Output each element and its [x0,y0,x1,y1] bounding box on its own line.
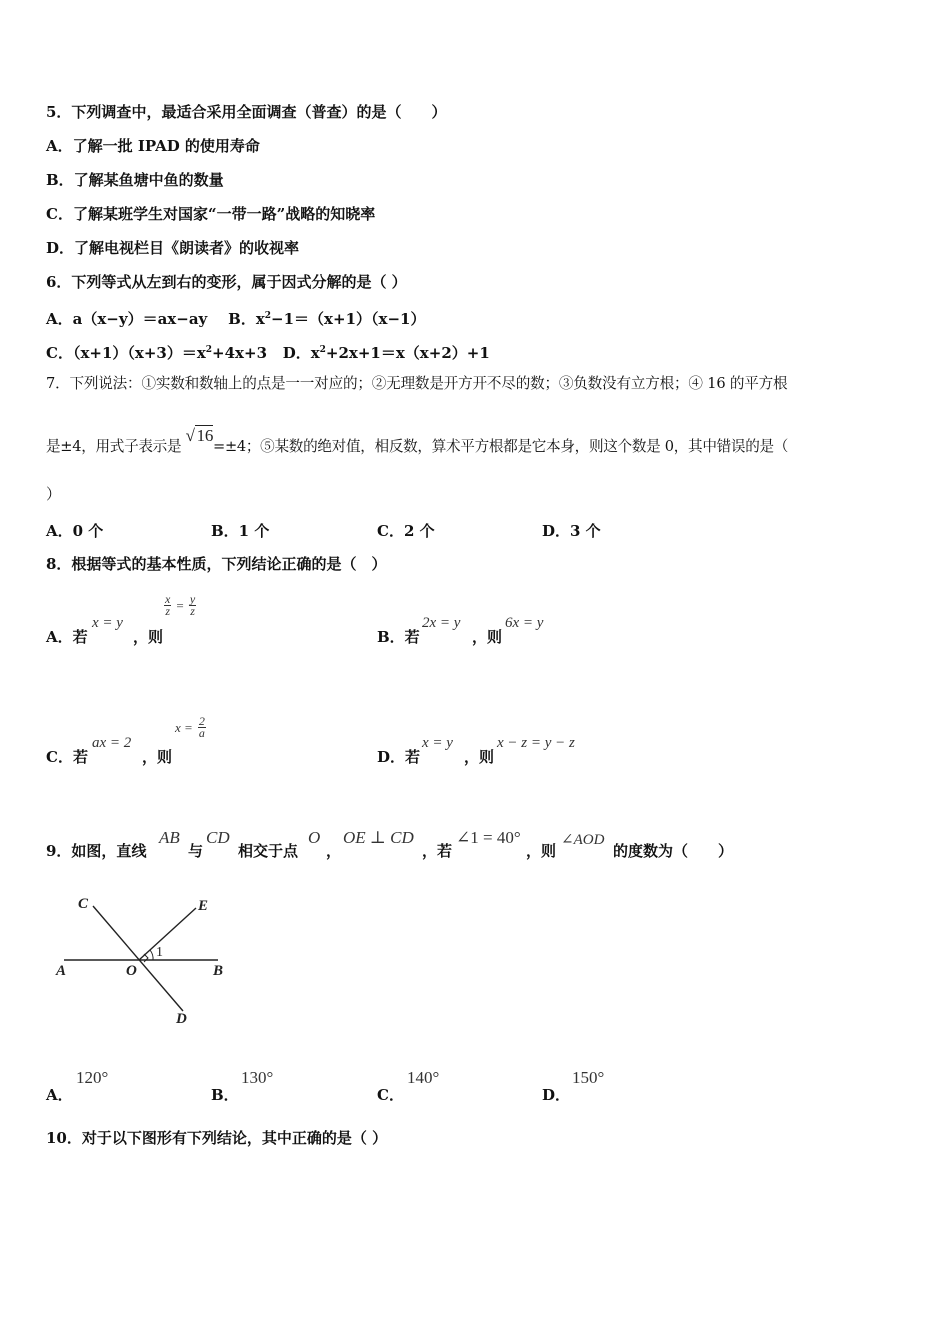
q9-perpendicular: OE ⊥ CD [343,828,414,847]
q8-option-c-then: ，则 [142,748,173,766]
q9-text-4: ， [326,842,342,860]
label-e: E [198,898,209,914]
q5-option-d: D．了解电视栏目《朗读者》的收视率 [46,239,300,257]
q9-text-7: 的度数为（ ） [613,842,734,860]
ray-oe [139,908,196,960]
q6-option-b-suffix: −1＝（x+1）（x−1） [271,310,426,328]
q6-option-d-suffix: +2x+1＝x（x+2）+1 [325,344,490,362]
q6-option-b [228,310,425,328]
q8-option-d-result: x − z = y − z [497,735,575,751]
q5-option-b: B．了解某鱼塘中鱼的数量 [46,171,224,189]
label-d: D [176,1011,187,1027]
q8-option-d-then: ，则 [464,748,495,766]
frac-num-x: x [165,592,171,606]
right-angle-mark [144,954,148,962]
label-a: A [56,963,67,979]
q8-option-b-then: ，则 [472,628,503,646]
q8-option-b-label: B．若 [377,628,420,646]
q9-figure [40,888,240,1038]
frac-den-a: a [198,726,205,740]
q7-line2-a: 是±4，用式子表示是 [46,438,182,455]
q9-text-1: 9．如图，直线 [46,842,147,860]
q9-angle-1: ∠1 = 40° [456,828,521,847]
frac-num-2: 2 [198,714,205,728]
q9-option-a-label: A． [46,1086,73,1104]
label-o: O [126,963,137,979]
intersecting-lines-diagram [40,888,240,1038]
line-cd [93,906,183,1011]
q9-option-d-label: D． [542,1086,571,1104]
q6-option-d-sup: 2 [319,345,326,355]
q7-line1: 7．下列说法：①实数和数轴上的点是一一对应的；②无理数是开方开不尽的数；③负数没有立方根；④ 16 的平方根 [46,375,788,392]
q5-option-c: C．了解某班学生对国家“一带一路”战略的知晓率 [46,205,376,223]
frac-den-z2: z [190,604,195,618]
q8-option-d-condition: x = y [422,735,453,751]
frac-y-over-z [189,594,196,617]
q6-option-b-prefix: B．x [228,310,265,328]
sqrt-symbol: √ [185,426,195,445]
q9-text-3: 相交于点 [238,842,299,860]
q9-ab: AB [159,828,180,847]
q9-angle-aod: ∠AOD [561,832,605,848]
q9-text-5: ，若 [422,842,453,860]
q9-option-b-label: B． [211,1086,239,1104]
q6-options-cd [46,340,490,363]
q7-line3: ） [46,485,62,503]
q6-option-c-suffix: +4x+3 [212,344,268,362]
q6-option-c-sup: 2 [205,345,213,355]
q9-text-2: 与 [188,842,204,860]
q8-option-d-label: D．若 [377,748,421,766]
frac-eq: = [176,598,184,613]
q8-option-c-label: C．若 [46,748,88,766]
label-angle-1: 1 [156,945,163,960]
label-b: B [213,963,224,979]
q6-option-d-prefix: D．x [282,344,320,362]
q8-stem: 8．根据等式的基本性质，下列结论正确的是（ ） [46,555,387,573]
angle-1-arc [150,950,153,960]
q7-option-d: D．3 个 [542,522,601,540]
q8-option-b-result: 6x = y [505,615,544,631]
q9-option-d-value: 150° [572,1068,605,1087]
q9-option-c-label: C． [377,1086,404,1104]
sqrt-radicand: 16 [196,426,214,445]
q9-option-a-value: 120° [76,1068,109,1087]
q6-option-c [46,344,267,362]
q9-stem [46,826,926,866]
q10-stem: 10．对于以下图形有下列结论，其中正确的是（ ） [46,1129,388,1147]
q9-option-b-value: 130° [241,1068,274,1087]
q8-option-c-result [175,716,206,739]
q9-point-o: O [308,828,321,847]
sqrt-16 [186,426,213,445]
q8-option-b-condition: 2x = y [422,615,461,631]
frac-x-eq: x = [175,720,193,735]
q6-options-ab [46,306,425,329]
q8-option-a-then: ，则 [133,628,164,646]
frac-num-y: y [189,592,196,606]
q6-option-c-prefix: C．（x+1）（x+3）＝x [46,344,206,362]
q5-option-a: A．了解一批 IPAD 的使用寿命 [46,137,260,155]
frac-den-z: z [165,604,170,618]
q7-line2 [46,426,789,457]
q6-stem: 6．下列等式从左到右的变形，属于因式分解的是（ ） [46,273,407,291]
q8-option-a-label: A．若 [46,628,88,646]
q8-option-a-result [164,594,196,617]
q5-stem: 5．下列调查中，最适合采用全面调查（普查）的是（ ） [46,103,447,121]
q7-option-a: A．0 个 [46,522,104,540]
q9-text-6: ，则 [526,842,557,860]
q6-option-d [283,344,490,362]
q7-line2-b: =±4；⑤某数的绝对值，相反数，算术平方根都是它本身，则这个数是 0，其中错误的是（ [213,438,789,455]
q7-option-c: C．2 个 [377,522,435,540]
q7-option-b: B．1 个 [211,522,270,540]
q8-option-a-condition: x = y [92,615,123,631]
frac-2-over-a [198,716,206,739]
frac-x-over-z [164,594,171,617]
q6-option-b-sup: 2 [264,311,272,321]
q9-cd: CD [206,828,230,847]
q8-option-c-condition: ax = 2 [92,735,132,751]
q9-option-c-value: 140° [407,1068,440,1087]
q6-option-a: A．a（x−y）＝ax−ay [46,310,208,328]
label-c: C [78,896,89,912]
